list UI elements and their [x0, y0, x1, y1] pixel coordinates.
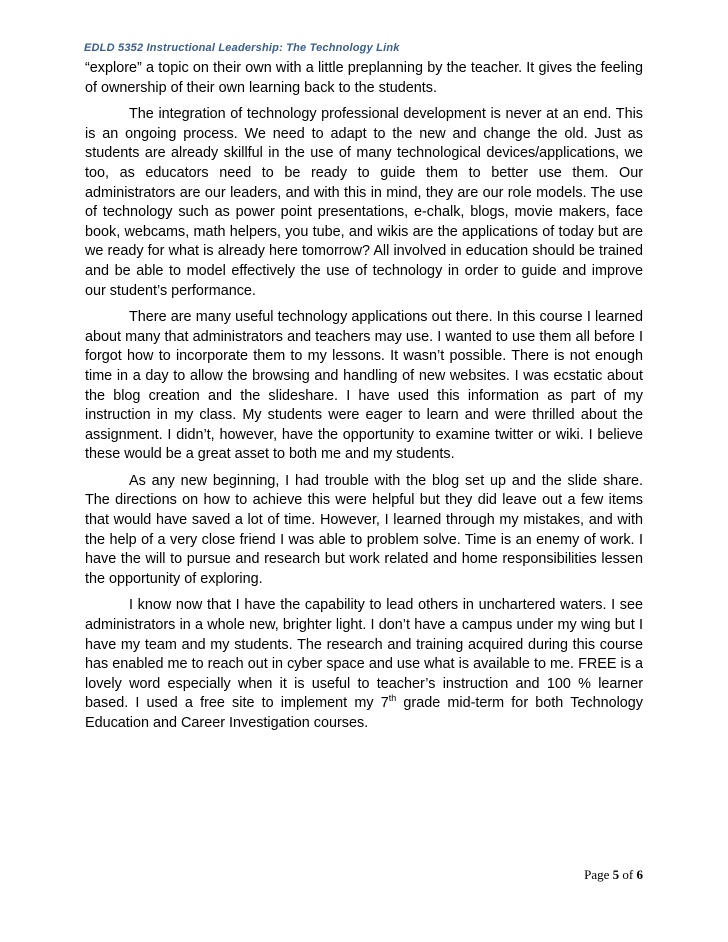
page-label: Page	[584, 867, 613, 882]
page-number: 5	[612, 867, 620, 882]
ordinal-superscript: th	[388, 693, 397, 704]
paragraph-continuation: “explore” a topic on their own with a little preplanning by the teacher. It gives the feeling of ownership of their own learning back to the students.	[85, 60, 643, 96]
document-body	[85, 59, 643, 741]
paragraph: The integration of technology professional development is never at an end. This is an ongoing process. We need to adapt to the new and change the old. Just as students are already skillful in the use of many technological devices/applications, we too, as educators need to be ready to guide them to better use them. Our administrators are our leaders, and with this in mind, they are our role models. The use of technology such as power point presentations, e-chalk, blogs, movie makers, face book, webcams, math helpers, you tube, and wikis are the applications of today but are we ready for what is already here tomorrow? All involved in education should be trained and be able to model effectively the use of technology in order to guide and improve our student’s performance.	[85, 106, 643, 299]
paragraph: As any new beginning, I had trouble with the blog set up and the slide share. The directions on how to achieve this were helpful but they did leave out a few items that would have saved a lot of time. However, I learned through my mistakes, and with the help of a very close friend I was able to problem solve. Time is an enemy of work. I have the will to pursue and research but work related and home responsibilities lessen the opportunity of exploring.	[85, 472, 643, 587]
running-header: EDLD 5352 Instructional Leadership: The Technology Link	[84, 42, 400, 54]
paragraph-text: I know now that I have the capability to lead others in unchartered waters. I see administrators in a whole new, brighter light. I don’t have a campus under my wing but I have my team and my students. The research and training acquired during this course has enabled me to reach out in cyber space and use what is available to me. FREE is a lovely word especially when it is useful to teacher’s instruction and 100 % learner based. I used a free site to implement my 7	[85, 597, 643, 712]
page-of-label: of	[619, 867, 637, 882]
page-total: 6	[636, 867, 643, 882]
paragraph: There are many useful technology applications out there. In this course I learned about many that administrators and teachers may use. I wanted to use them all before I forgot how to incorporate them to my lessons. It wasn’t possible. There is not enough time in a day to allow the browsing and handling of new websites. I was ecstatic about the blog creation and the slideshare. I have used this information as part of my instruction in my class. My students were eager to learn and were thrilled about the assignment. I didn’t, however, have the opportunity to examine twitter or wiki. I believe these would be a great asset to both me and my students.	[85, 309, 643, 463]
paragraph-final	[85, 596, 643, 733]
paragraph-text: grade mid-term for both Technology Education and Career Investigation courses.	[85, 695, 643, 731]
page-footer	[584, 867, 643, 883]
